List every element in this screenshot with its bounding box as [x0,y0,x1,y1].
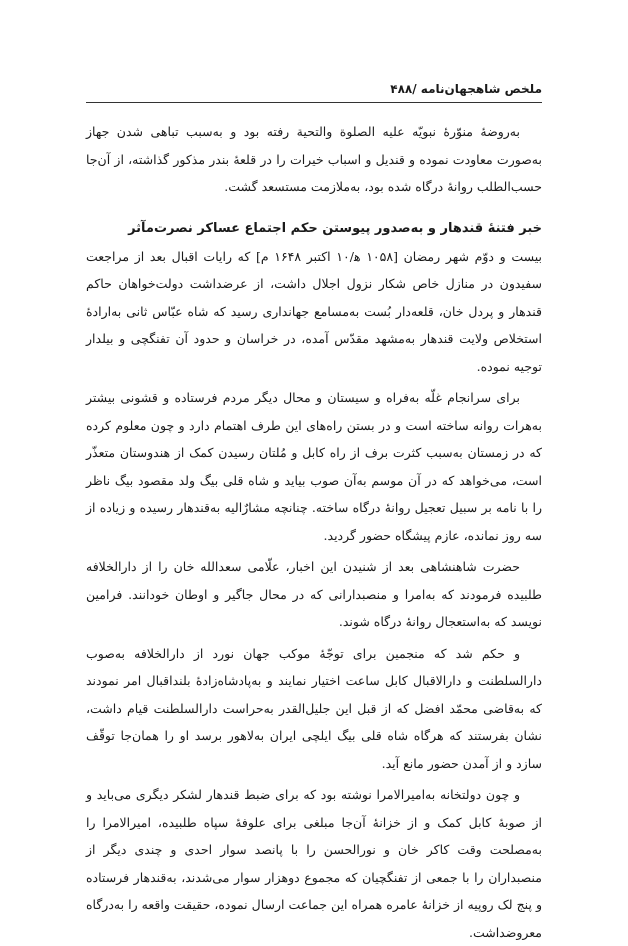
paragraph: به‌روضهٔ منوّرهٔ نبویّه علیه الصلوة والتحیة رفته بود و به‌سبب تباهی شدن جهاز به‌صورت معاودت نموده و قندیل و اسباب خیرات را در قلعهٔ بندر مذکور گذاشته، از آن‌جا حسب‌الطلب روانهٔ درگاه شده بود، به‌ملازمت مستسعد گشت. [86,124,542,194]
section-heading: خبر فتنهٔ قندهار و به‌صدور پیوستن حکم اجتماع عساکر نصرت‌مآثر [128,220,542,236]
paragraph: و حکم شد که منجمین برای توجّهٔ موکب جهان نورد از دارالخلافه به‌صوب دارالسلطنت و دارالاقبال کابل ساعت اختیار نمایند و به‌پادشاه‌زادهٔ بلنداقبال امر نمودند که به‌قاضی محمّد افضل که از قبل این جلیل‌القدر به‌حراست دارالسلطنت قیام داشت، نشان بفرستند که هرگاه شاه قلی بیگ ایلچی ایران به‌لاهور برسد او را همان‌جا توقّف سازد و از آمدن حضور مانع آید. [86,645,542,771]
body-text [86,118,542,946]
paragraph: برای سرانجام غلّه به‌فراه و سیستان و محال دیگر مردم فرستاده و قشونی بیشتر به‌هرات روانه ساخته است و در بستن راه‌های این طرف اهتمام دارد و چون معلوم کرده که در زمستان به‌سبب کثرت برف از راه کابل و مُلتان رسیدن کمک از هندوستان متعذّر است، می‌خواهد که در آن موسم به‌آن صوب بیاید و شاه قلی بیگ ولد مقصود بیگ ناظر را با نامه بر سبیل تعجیل روانهٔ درگاه ساخته. چنانچه مشارٌالیه به‌قندهار رسیده و زیاده از سه روز نمانده، عازم پیشگاه حضور گردید. [86,390,542,543]
paragraph: بیست و دوّم شهر رمضان [۱۰۵۸ ه‍/۱۰ اکتبر ۱۶۴۸ م] که رایات اقبال بعد از مراجعت سفیدون در منازل خاص شکار نزول اجلال داشت، از عرضداشت دولت‌خواهان حاکم قندهار و پردل خان، قلعه‌دار بُست به‌مسامع جهانداری رسید که شاه عبّاس ثانی به‌ارادهٔ استخلاص ولایت قندهار به‌مشهد مقدّس آمده، در خراسان و حدود آن تفنگچی و بیلدار توجیه نموده. [86,248,542,374]
running-head: ملخص شاهجهان‌نامه /۴۸۸ [86,80,542,103]
paragraph: و چون دولتخانه به‌امیرالامرا نوشته بود که برای ضبط قندهار لشکر دیگری می‌باید و از صوبهٔ کابل کمک و از خزانهٔ آن‌جا مبلغی برای علوفهٔ سپاه طلبیده، امیرالامرا را به‌مصلحت وقت کاکر خان و نورالحسن را با پانصد سوار احدی و چندی دیگر از منصبداران را با جمعی از تفنگچیان که مجموع دوهزار سوار می‌شدند، به‌قندهار فرستاده و پنج لک روپیه از خزانهٔ عامره همراه این جماعت ارسال نموده، حقیقت واقعه را به‌درگاه معروضداشت. [86,787,542,940]
paragraph: حضرت شاهنشاهی بعد از شنیدن این اخبار، علّامی سعدالله خان را از دارالخلافه طلبیده فرمودند که به‌امرا و منصبدارانی که در محال جاگیر و اوطان خودانند. فرامین نویسد که به‌استعجال روانهٔ درگاه شوند. [86,559,542,629]
